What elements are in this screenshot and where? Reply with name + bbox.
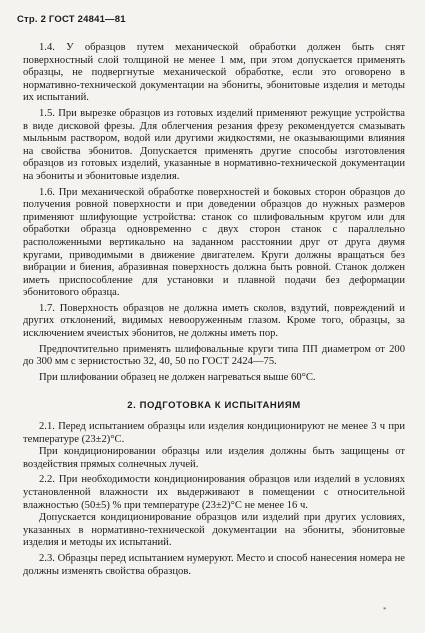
paragraph-2-2-alternative: Допускается кондиционирование образцов или изделий при других условиях, указанных в нормативно-технической документации на эбониты, эбонитовые изделия и методы их испытаний. xyxy=(23,512,405,549)
paragraph-preferred-wheels: Предпочтительно применять шлифовальные круги типа ПП диаметром от 200 до 300 мм с зернистостью 32, 40, 50 по ГОСТ 2424—75. xyxy=(23,343,405,368)
paragraph-heating-limit: При шлифовании образец не должен нагреваться выше 60°С. xyxy=(39,371,316,383)
paragraph-1-6: 1.6. При механической обработке поверхностей и боковых сторон образцов до получения ровной поверхности и при доведении образцов до нужных размеров применяют шлифующие устройства: станок со шлифовальным кругом или для обработки образца одновременно с двух сторон станок с параллельно расположенными вертикально на заданном расстоянии друг от друга двумя кругами, приводимыми в движение двигателем. Круги должны вращаться без вибрации и биения, абразивная поверхность должна быть ровной. Станок должен иметь приспособление для установки и плавной подачи без деформации эбонитового образца. xyxy=(23,186,405,299)
paragraph-1-4: 1.4. У образцов путем механической обработки должен быть снят поверхностный слой толщиной не менее 1 мм, при этом допускается применять образцы, не подвергнутые механической обработке, если это оговорено в нормативно-технической документации на эбониты, эбонитовые изделия и методы их испытаний. xyxy=(23,42,405,104)
document-body xyxy=(23,42,405,578)
section-heading-2: 2. ПОДГОТОВКА К ИСПЫТАНИЯМ xyxy=(127,400,301,412)
scan-mark: * xyxy=(383,606,387,614)
paragraph-2-2: 2.2. При необходимости кондиционирования образцов или изделий в условиях установленной влажности их выдерживают в помещении с относительной влажностью (50±5) % при температуре (23±2)°С не менее 16 ч. xyxy=(23,474,405,511)
paragraph-2-3: 2.3. Образцы перед испытанием нумеруют. Место и способ нанесения номера не должны изменять свойства образцов. xyxy=(23,552,405,577)
paragraph-2-1-protection: При кондиционировании образцы или изделия должны быть защищены от воздействия прямых солнечных лучей. xyxy=(23,446,405,470)
paragraph-1-7: 1.7. Поверхность образцов не должна иметь сколов, вздутий, повреждений и других отклонений, видимых невооруженным глазом. Кроме того, образцы, за исключением ячеистых эбонитов, не должны иметь пор. xyxy=(23,302,405,340)
paragraph-2-1: 2.1. Перед испытанием образцы или изделия кондиционируют не менее 3 ч при температуре (23±2)°С. xyxy=(23,421,405,445)
paragraph-1-5: 1.5. При вырезке образцов из готовых изделий применяют режущие устройства в виде дисковой фрезы. Для облегчения резания фрезу рекомендуется смазывать мыльным раствором, водой или другими жидкостями, не оказывающими влияния на свойства эбонитов. Допускается применять другие способы изготовления образцов из готовых изделий, указанные в нормативно-технической документации на эбониты и эбонитовые изделия. xyxy=(23,107,405,182)
page-header: Стр. 2 ГОСТ 24841—81 xyxy=(17,14,126,25)
